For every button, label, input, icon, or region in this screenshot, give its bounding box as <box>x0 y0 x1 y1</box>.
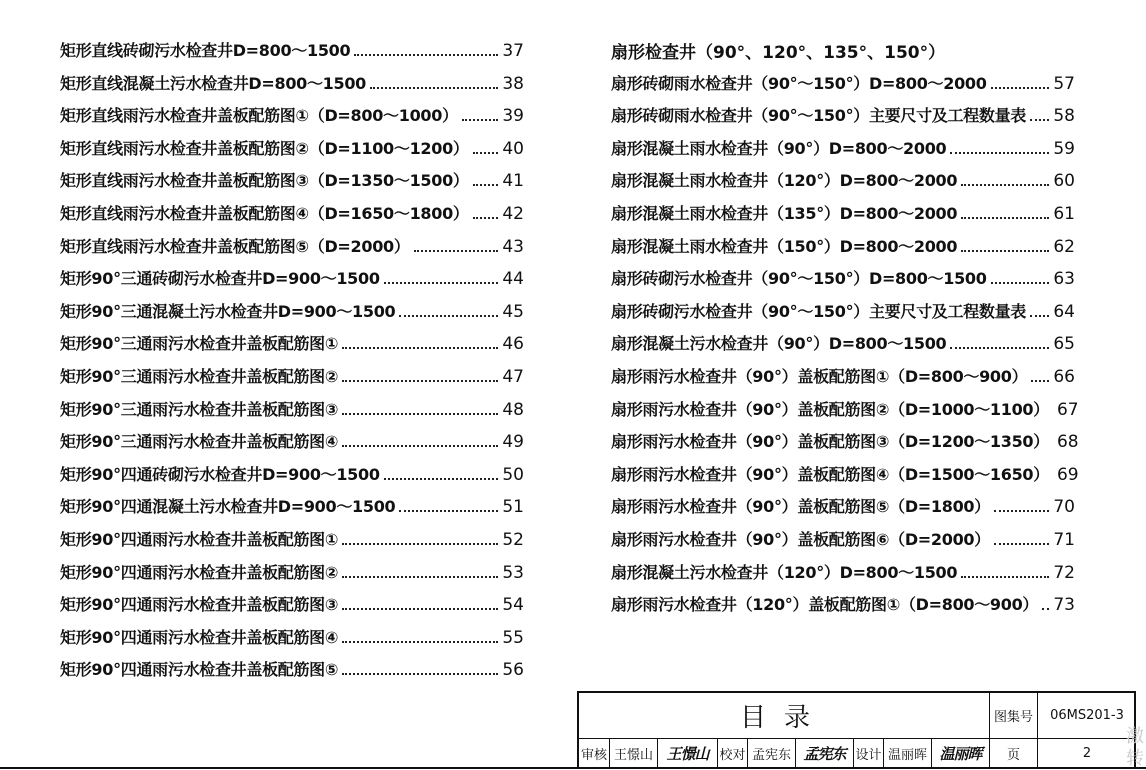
checker-signature: 孟宪东 <box>795 738 853 769</box>
toc-entry-title: 扇形雨污水检查井（90°）盖板配筋图⑤（D=1800） <box>611 497 990 517</box>
dot-leader <box>370 78 498 89</box>
toc-entry[interactable] <box>60 625 524 658</box>
watermark <box>1126 726 1144 770</box>
toc-entry[interactable] <box>611 494 1075 527</box>
toc-entry-title: 扇形混凝土雨水检查井（135°）D=800～2000 <box>611 203 958 223</box>
watermark-char: 转 <box>1126 748 1144 769</box>
dot-leader <box>994 534 1049 545</box>
toc-entry-page: 57 <box>1053 73 1075 94</box>
toc-entry-page: 69 <box>1056 464 1079 485</box>
toc-entry-page: 51 <box>502 497 524 518</box>
toc-entry[interactable] <box>611 397 1079 430</box>
design-label: 设计 <box>853 738 883 769</box>
toc-entry[interactable] <box>60 168 524 201</box>
toc-entry-title: 扇形砖砌雨水检查井（90°～150°）主要尺寸及工程数量表 <box>611 106 1026 126</box>
dot-leader <box>462 110 499 121</box>
toc-entry[interactable] <box>611 560 1075 593</box>
dot-leader <box>384 273 499 284</box>
toc-entry[interactable] <box>60 266 524 299</box>
toc-entry-title: 扇形混凝土雨水检查井（120°）D=800～2000 <box>611 171 958 191</box>
reviewer-name: 王憬山 <box>609 738 657 769</box>
toc-entry-page: 72 <box>1053 562 1075 583</box>
dot-leader <box>342 404 498 415</box>
toc-entry-title: 矩形直线砖砌污水检查井D=800～1500 <box>60 41 351 60</box>
toc-entry[interactable] <box>611 429 1079 462</box>
toc-entry-page: 58 <box>1053 106 1075 127</box>
toc-entry[interactable] <box>611 592 1075 625</box>
toc-entry-page: 41 <box>502 171 524 192</box>
toc-entry-title: 扇形混凝土雨水检查井（90°）D=800～2000 <box>611 138 947 158</box>
page-label: 页 <box>989 738 1037 769</box>
toc-entry-title: 扇形混凝土污水检查井（90°）D=800～1500 <box>611 334 947 354</box>
document-title: 目录 <box>739 703 828 733</box>
dot-leader <box>473 176 499 187</box>
toc-entry-title: 矩形90°四通雨污水检查井盖板配筋图④ <box>60 627 339 647</box>
checker-name: 孟宪东 <box>747 738 795 769</box>
dot-leader <box>342 567 498 578</box>
toc-entry-page: 39 <box>502 106 524 127</box>
toc-entry-title: 矩形直线雨污水检查井盖板配筋图③（D=1350～1500） <box>60 171 469 191</box>
toc-entry-title: 扇形雨污水检查井（90°）盖板配筋图④（D=1500～1650） <box>611 464 1049 484</box>
toc-entry[interactable] <box>611 266 1075 299</box>
toc-entry[interactable] <box>60 462 524 495</box>
toc-entry-page: 66 <box>1053 366 1075 387</box>
watermark-char: 激 <box>1126 726 1144 747</box>
toc-entry[interactable] <box>611 103 1075 136</box>
toc-entry-title: 矩形90°三通雨污水检查井盖板配筋图② <box>60 366 339 386</box>
page-number: 2 <box>1037 738 1136 769</box>
check-label: 校对 <box>717 738 747 769</box>
toc-entry[interactable] <box>60 657 524 690</box>
toc-entry[interactable] <box>60 331 524 364</box>
dot-leader <box>354 45 498 56</box>
toc-entry[interactable] <box>60 397 524 430</box>
dot-leader <box>1031 371 1049 382</box>
toc-entry-title: 矩形90°四通雨污水检查井盖板配筋图① <box>60 529 339 549</box>
toc-entry-title: 扇形砖砌污水检查井（90°～150°）主要尺寸及工程数量表 <box>611 301 1026 321</box>
toc-entry-page: 38 <box>502 73 524 94</box>
toc-entry-title: 矩形直线混凝土污水检查井D=800～1500 <box>60 73 367 93</box>
toc-entry-title: 矩形90°四通雨污水检查井盖板配筋图③ <box>60 595 339 615</box>
toc-entry-page: 43 <box>502 236 524 257</box>
dot-leader <box>950 339 1049 350</box>
toc-entry-title: 矩形90°三通雨污水检查井盖板配筋图① <box>60 334 339 354</box>
dot-leader <box>961 567 1049 578</box>
dot-leader <box>342 599 498 610</box>
toc-entry-title: 矩形90°三通雨污水检查井盖板配筋图④ <box>60 432 339 452</box>
toc-entry-page: 46 <box>502 334 524 355</box>
toc-entry[interactable] <box>611 71 1075 104</box>
toc-entry-title: 扇形砖砌污水检查井（90°～150°）D=800～1500 <box>611 269 987 289</box>
toc-entry[interactable] <box>60 527 524 560</box>
toc-entry-title: 矩形90°四通混凝土污水检查井D=900～1500 <box>60 497 396 517</box>
toc-entry[interactable] <box>60 136 524 169</box>
dot-leader <box>991 78 1050 89</box>
toc-entry-title: 扇形雨污水检查井（90°）盖板配筋图⑥（D=2000） <box>611 529 990 549</box>
toc-entry-title: 扇形雨污水检查井（90°）盖板配筋图③（D=1200～1350） <box>611 432 1049 452</box>
toc-entry-page: 63 <box>1053 269 1075 290</box>
toc-entry[interactable] <box>611 331 1075 364</box>
toc-entry-page: 59 <box>1053 138 1075 159</box>
toc-right-column <box>611 38 1079 625</box>
toc-entry-title: 矩形直线雨污水检查井盖板配筋图②（D=1100～1200） <box>60 138 469 158</box>
toc-entry-title: 矩形90°三通混凝土污水检查井D=900～1500 <box>60 301 396 321</box>
dot-leader <box>473 208 499 219</box>
toc-entry-title: 矩形直线雨污水检查井盖板配筋图⑤（D=2000） <box>60 236 410 256</box>
toc-entry-page: 37 <box>502 41 524 61</box>
toc-entry[interactable] <box>60 103 524 136</box>
toc-entry[interactable] <box>611 201 1075 234</box>
toc-entry[interactable] <box>60 560 524 593</box>
toc-entry-page: 70 <box>1053 497 1075 518</box>
toc-entry[interactable] <box>611 364 1075 397</box>
dot-leader <box>384 469 499 480</box>
toc-entry-page: 71 <box>1053 529 1075 550</box>
toc-entry-page: 45 <box>502 301 524 322</box>
toc-entry[interactable] <box>60 364 524 397</box>
dot-leader <box>342 371 498 382</box>
title-block-top-row <box>579 693 1134 739</box>
dot-leader <box>1030 110 1049 121</box>
toc-entry-title: 矩形90°三通砖砌污水检查井D=900～1500 <box>60 269 380 289</box>
toc-entry-page: 61 <box>1053 203 1075 224</box>
title-block <box>577 691 1136 769</box>
atlas-number-label: 图集号 <box>989 693 1037 738</box>
toc-entry[interactable] <box>611 168 1075 201</box>
toc-entry-page: 49 <box>502 432 524 453</box>
toc-entry[interactable] <box>60 494 524 527</box>
atlas-number: 06MS201-3 <box>1037 693 1136 738</box>
toc-entry-title: 矩形90°四通雨污水检查井盖板配筋图⑤ <box>60 660 339 680</box>
toc-entry[interactable] <box>60 234 524 267</box>
toc-entry-page: 65 <box>1053 334 1075 355</box>
toc-entry[interactable] <box>60 299 524 332</box>
toc-entry-page: 48 <box>502 399 524 420</box>
toc-left-column <box>60 38 524 690</box>
section-heading: 扇形检查井（90°、120°、135°、150°） <box>611 43 946 63</box>
dot-leader <box>342 339 498 350</box>
toc-entry[interactable] <box>60 38 524 71</box>
toc-entry-page: 53 <box>502 562 524 583</box>
toc-entry[interactable] <box>60 71 524 104</box>
toc-entry-page: 64 <box>1053 301 1075 322</box>
toc-entry[interactable] <box>611 136 1075 169</box>
toc-entry-page: 67 <box>1056 399 1079 420</box>
toc-entry-page: 60 <box>1053 171 1075 192</box>
toc-entry-page: 56 <box>502 660 524 681</box>
dot-leader <box>342 534 498 545</box>
toc-entry-title: 矩形90°四通雨污水检查井盖板配筋图② <box>60 562 339 582</box>
dot-leader <box>399 502 498 513</box>
toc-entry-page: 47 <box>502 366 524 387</box>
dot-leader <box>342 664 498 675</box>
toc-entry-title: 扇形雨污水检查井（90°）盖板配筋图②（D=1000～1100） <box>611 399 1049 419</box>
title-block-bottom-row <box>579 738 1134 769</box>
toc-entry-page: 62 <box>1053 236 1075 257</box>
toc-entry-title: 矩形直线雨污水检查井盖板配筋图④（D=1650～1800） <box>60 203 469 223</box>
toc-entry[interactable] <box>60 429 524 462</box>
dot-leader <box>961 176 1049 187</box>
dot-leader <box>994 502 1049 513</box>
dot-leader <box>399 306 498 317</box>
dot-leader <box>961 241 1049 252</box>
toc-entry-title: 扇形雨污水检查井（90°）盖板配筋图①（D=800～900） <box>611 366 1028 386</box>
toc-entry-title: 扇形混凝土雨水检查井（150°）D=800～2000 <box>611 236 958 256</box>
dot-leader <box>414 241 499 252</box>
review-label: 审核 <box>580 748 607 763</box>
toc-entry-title: 扇形混凝土污水检查井（120°）D=800～1500 <box>611 562 958 582</box>
toc-entry-title: 扇形砖砌雨水检查井（90°～150°）D=800～2000 <box>611 73 987 93</box>
dot-leader <box>342 436 498 447</box>
toc-entry-title: 矩形90°四通砖砌污水检查井D=900～1500 <box>60 464 380 484</box>
dot-leader <box>1042 599 1049 610</box>
dot-leader <box>991 273 1050 284</box>
toc-entry-page: 68 <box>1056 432 1079 453</box>
toc-entry-page: 55 <box>502 627 524 648</box>
dot-leader <box>473 143 499 154</box>
toc-entry-page: 44 <box>502 269 524 290</box>
toc-entry[interactable] <box>60 201 524 234</box>
toc-entry-page: 54 <box>502 595 524 616</box>
toc-entry[interactable] <box>611 527 1075 560</box>
toc-entry-page: 40 <box>502 138 524 159</box>
dot-leader <box>342 632 498 643</box>
toc-entry[interactable] <box>611 299 1075 332</box>
toc-entry-page: 52 <box>502 529 524 550</box>
designer-signature: 温丽晖 <box>931 738 989 769</box>
toc-entry-page: 50 <box>502 464 524 485</box>
toc-entry[interactable] <box>611 234 1075 267</box>
dot-leader <box>961 208 1049 219</box>
dot-leader <box>950 143 1049 154</box>
toc-entry-page: 73 <box>1053 595 1075 616</box>
dot-leader <box>1030 306 1049 317</box>
reviewer-signature: 王憬山 <box>657 738 717 769</box>
toc-entry-title: 矩形90°三通雨污水检查井盖板配筋图③ <box>60 399 339 419</box>
toc-entry-title: 矩形直线雨污水检查井盖板配筋图①（D=800～1000） <box>60 106 458 126</box>
designer-name: 温丽晖 <box>883 738 931 769</box>
toc-entry-page: 42 <box>502 203 524 224</box>
toc-entry-title: 扇形雨污水检查井（120°）盖板配筋图①（D=800～900） <box>611 595 1039 615</box>
toc-entry[interactable] <box>611 462 1079 495</box>
toc-entry[interactable] <box>60 592 524 625</box>
